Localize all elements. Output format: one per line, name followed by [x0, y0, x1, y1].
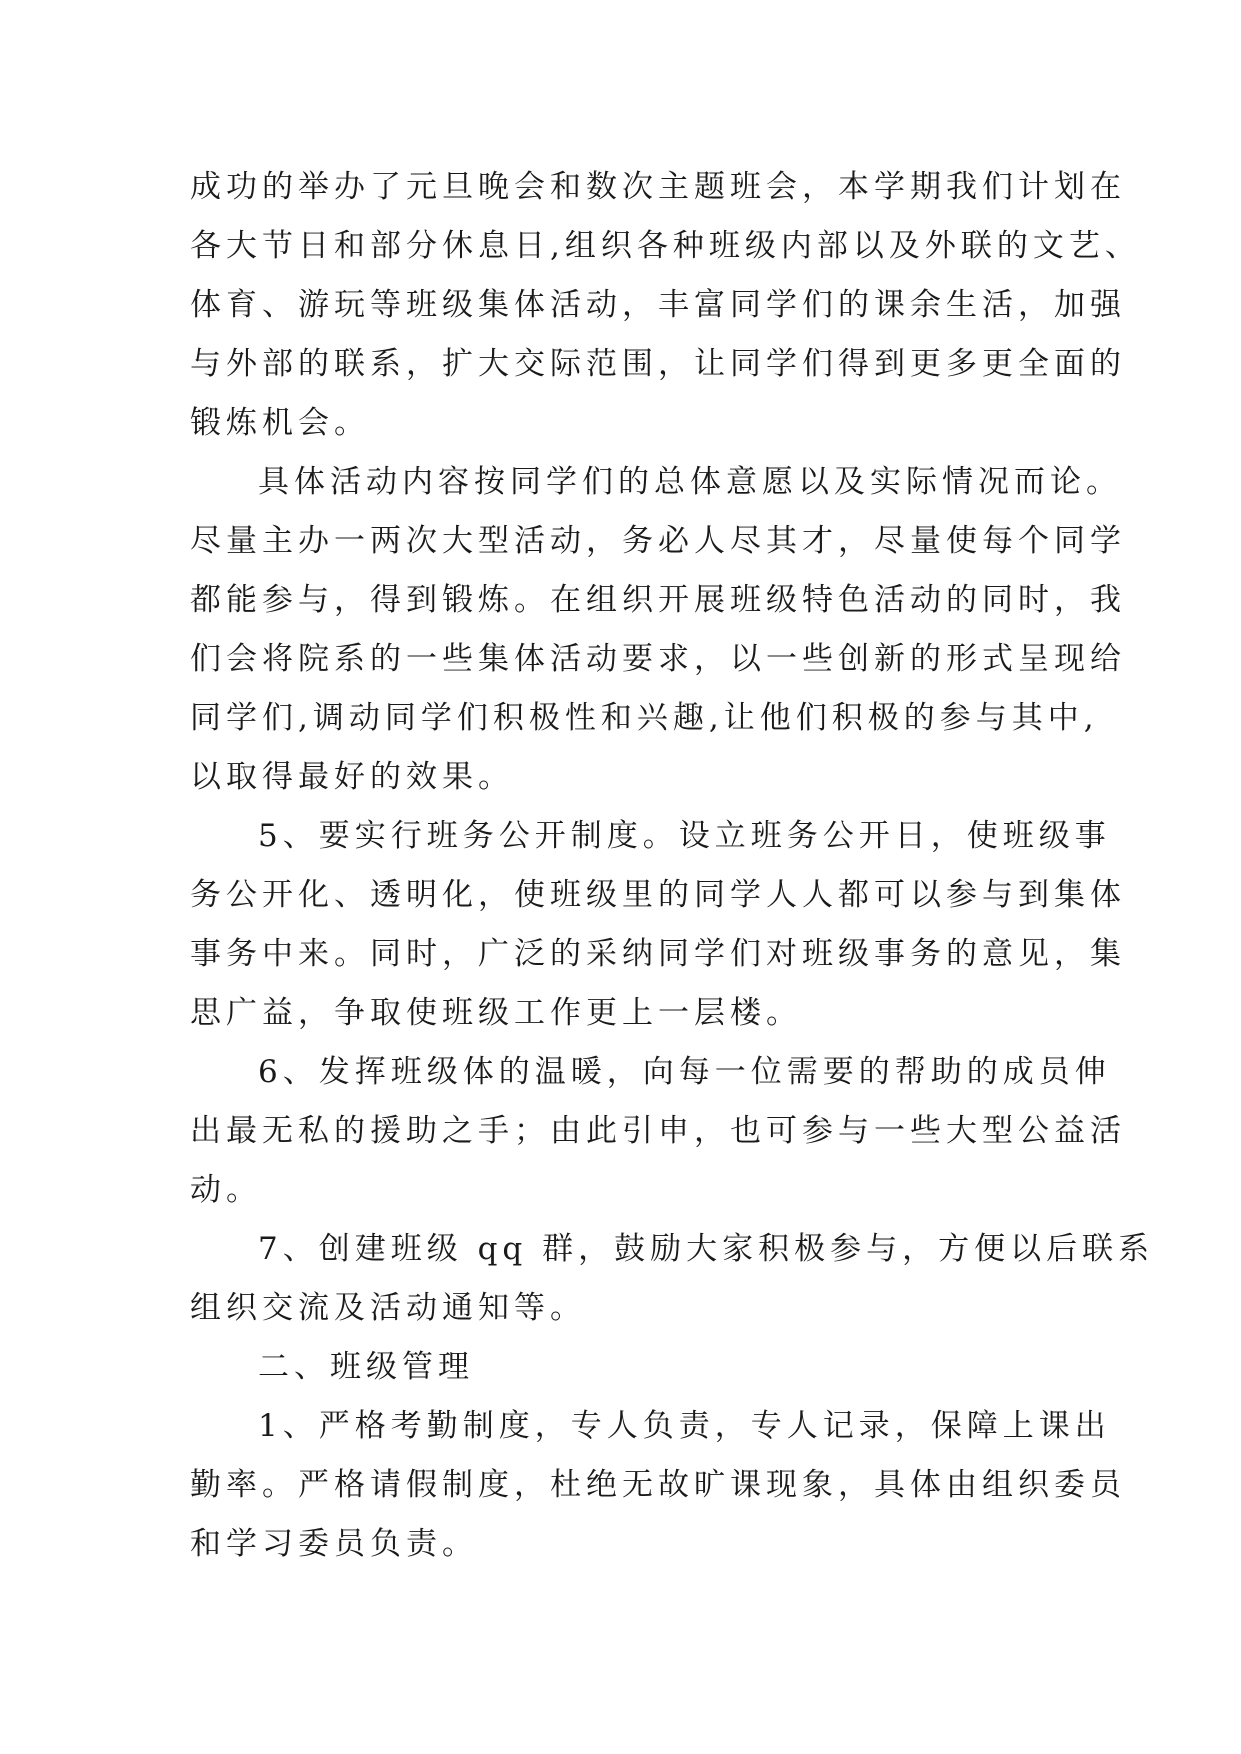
text-line: 勤率。严格请假制度，杜绝无故旷课现象，具体由组织委员	[190, 1467, 1126, 1503]
text-line: 5、要实行班务公开制度。设立班务公开日，使班级事	[258, 818, 1111, 854]
text-line: 务公开化、透明化，使班级里的同学人人都可以参与到集体	[190, 877, 1126, 913]
paragraph-activities-plan	[190, 158, 1141, 453]
paragraph-item-7	[190, 1220, 1155, 1338]
text-line: 1、严格考勤制度，专人负责，专人记录，保障上课出	[258, 1408, 1111, 1444]
text-line: 动。	[190, 1172, 262, 1208]
text-line: 6、发挥班级体的温暖，向每一位需要的帮助的成员伸	[258, 1054, 1111, 1090]
section-heading: 二、班级管理	[258, 1349, 474, 1385]
text-line: 各大节日和部分休息日,组织各种班级内部以及外联的文艺、	[190, 228, 1141, 264]
text-line: 都能参与，得到锻炼。在组织开展班级特色活动的同时，我	[190, 582, 1126, 618]
text-line: 以取得最好的效果。	[190, 759, 514, 795]
text-line: 出最无私的援助之手；由此引申，也可参与一些大型公益活	[190, 1113, 1126, 1149]
section-heading-class-management	[190, 1338, 1090, 1397]
text-line: 体育、游玩等班级集体活动，丰富同学们的课余生活，加强	[190, 287, 1126, 323]
paragraph-item-6	[190, 1043, 1126, 1220]
text-line: 事务中来。同时，广泛的采纳同学们对班级事务的意见，集	[190, 936, 1126, 972]
text-line: 7、创建班级 qq 群，鼓励大家积极参与，方便以后联系	[258, 1231, 1155, 1267]
text-line: 和学习委员负责。	[190, 1526, 478, 1562]
paragraph-item-5	[190, 807, 1126, 1043]
text-line: 与外部的联系，扩大交际范围，让同学们得到更多更全面的	[190, 346, 1126, 382]
text-line: 同学们,调动同学们积极性和兴趣,让他们积极的参与其中,	[190, 700, 1099, 736]
text-line: 成功的举办了元旦晚会和数次主题班会，本学期我们计划在	[190, 169, 1126, 205]
paragraph-attendance	[190, 1397, 1126, 1574]
text-line: 思广益，争取使班级工作更上一层楼。	[190, 995, 802, 1031]
text-line: 组织交流及活动通知等。	[190, 1290, 586, 1326]
text-line: 具体活动内容按同学们的总体意愿以及实际情况而论。	[258, 464, 1122, 500]
paragraph-activity-content	[190, 453, 1126, 807]
text-line: 锻炼机会。	[190, 405, 370, 441]
text-line: 尽量主办一两次大型活动，务必人尽其才，尽量使每个同学	[190, 523, 1126, 559]
document-body	[190, 158, 1155, 1574]
text-line: 们会将院系的一些集体活动要求，以一些创新的形式呈现给	[190, 641, 1126, 677]
